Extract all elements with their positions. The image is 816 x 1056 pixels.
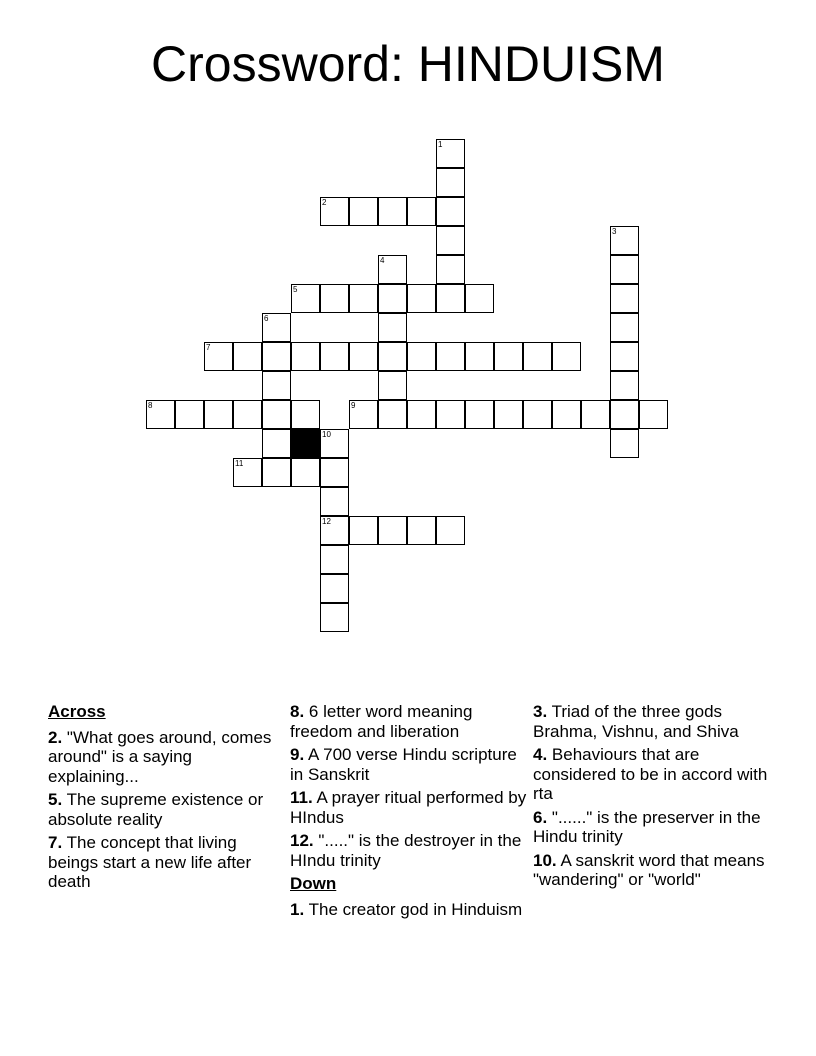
clue-number: 1. xyxy=(290,899,305,919)
crossword-cell[interactable] xyxy=(552,342,581,371)
clue-number-label: 11 xyxy=(235,459,244,468)
down-clue-3 xyxy=(533,702,771,741)
clue-number: 2. xyxy=(48,727,63,747)
crossword-cell[interactable] xyxy=(610,342,639,371)
clue-number-label: 7 xyxy=(206,343,211,352)
crossword-cell[interactable] xyxy=(552,400,581,429)
clue-text: A sanskrit word that means "wandering" or "world" xyxy=(533,850,765,889)
across-clue-5 xyxy=(48,790,286,829)
clue-number: 12. xyxy=(290,831,314,850)
crossword-cell[interactable] xyxy=(349,400,378,429)
crossword-cell[interactable] xyxy=(291,342,320,371)
crossword-cell[interactable] xyxy=(320,545,349,574)
crossword-cell[interactable] xyxy=(378,516,407,545)
crossword-cell[interactable] xyxy=(378,255,407,284)
clues-column-1 xyxy=(48,702,286,896)
clue-text: The creator god in Hinduism xyxy=(308,899,523,919)
crossword-cell[interactable] xyxy=(320,603,349,632)
crossword-cell[interactable] xyxy=(523,400,552,429)
crossword-cell[interactable] xyxy=(494,342,523,371)
crossword-cell[interactable] xyxy=(436,342,465,371)
crossword-cell[interactable] xyxy=(349,516,378,545)
crossword-cell[interactable] xyxy=(436,197,465,226)
crossword-cell[interactable] xyxy=(320,429,349,458)
clues-column-3 xyxy=(533,702,771,894)
clue-number-label: 8 xyxy=(148,401,153,410)
across-clue-9 xyxy=(290,745,528,784)
clue-number: 4. xyxy=(533,745,548,764)
clue-number-label: 5 xyxy=(293,285,298,294)
crossword-cell[interactable] xyxy=(349,342,378,371)
crossword-cell[interactable] xyxy=(436,226,465,255)
crossword-cell[interactable] xyxy=(378,313,407,342)
crossword-cell[interactable] xyxy=(523,342,552,371)
clue-number: 7. xyxy=(48,833,63,852)
clue-number-label: 2 xyxy=(322,198,327,207)
crossword-cell[interactable] xyxy=(378,371,407,400)
crossword-cell[interactable] xyxy=(320,197,349,226)
crossword-cell[interactable] xyxy=(378,400,407,429)
clue-text: A prayer ritual performed by HIndus xyxy=(290,788,527,827)
crossword-cell[interactable] xyxy=(610,371,639,400)
crossword-cell[interactable] xyxy=(407,342,436,371)
crossword-cell[interactable] xyxy=(320,342,349,371)
crossword-cell[interactable] xyxy=(436,168,465,197)
clue-number-label: 1 xyxy=(438,140,443,149)
crossword-cell[interactable] xyxy=(407,516,436,545)
crossword-cell[interactable] xyxy=(262,429,291,458)
down-clue-6 xyxy=(533,808,771,847)
crossword-cell[interactable] xyxy=(610,255,639,284)
crossword-cell[interactable] xyxy=(436,516,465,545)
crossword-cell[interactable] xyxy=(494,400,523,429)
crossword-cell[interactable] xyxy=(610,313,639,342)
crossword-cell[interactable] xyxy=(378,342,407,371)
crossword-cell[interactable] xyxy=(436,255,465,284)
clue-number: 3. xyxy=(533,702,548,721)
crossword-cell[interactable] xyxy=(407,400,436,429)
crossword-cell[interactable] xyxy=(436,400,465,429)
clue-number-label: 6 xyxy=(264,314,269,323)
crossword-cell[interactable] xyxy=(639,400,668,429)
across-clue-2 xyxy=(48,728,286,787)
crossword-cell[interactable] xyxy=(610,429,639,458)
crossword-cell[interactable] xyxy=(610,284,639,313)
crossword-cell[interactable] xyxy=(320,284,349,313)
crossword-cell[interactable] xyxy=(320,574,349,603)
clue-number-label: 4 xyxy=(380,256,385,265)
crossword-cell[interactable] xyxy=(233,342,262,371)
crossword-cell[interactable] xyxy=(407,197,436,226)
crossword-cell[interactable] xyxy=(407,284,436,313)
clue-text: A 700 verse Hindu scripture in Sanskrit xyxy=(290,745,517,784)
crossword-cell[interactable] xyxy=(233,400,262,429)
across-clue-7 xyxy=(48,833,286,892)
crossword-cell[interactable] xyxy=(262,342,291,371)
page-title: Crossword: HINDUISM xyxy=(151,36,665,92)
clue-text: "......" is the preserver in the Hindu trinity xyxy=(533,807,761,846)
crossword-cell[interactable] xyxy=(320,516,349,545)
clue-number: 8. xyxy=(290,702,305,721)
crossword-cell[interactable] xyxy=(262,371,291,400)
crossword-cell[interactable] xyxy=(349,197,378,226)
crossword-cell[interactable] xyxy=(262,400,291,429)
clues-column-2 xyxy=(290,702,528,923)
crossword-cell[interactable] xyxy=(436,284,465,313)
crossword-black-cell xyxy=(291,429,320,458)
clue-text: Triad of the three gods Brahma, Vishnu, and Shiva xyxy=(533,702,739,741)
clue-number-label: 9 xyxy=(351,401,356,410)
clue-text: "What goes around, comes around" is a saying explaining... xyxy=(48,727,272,786)
crossword-cell[interactable] xyxy=(378,284,407,313)
clue-number: 5. xyxy=(48,790,63,809)
clue-text: The concept that living beings start a new life after death xyxy=(48,833,252,891)
across-clue-8 xyxy=(290,702,528,741)
crossword-cell[interactable] xyxy=(291,400,320,429)
crossword-cell[interactable] xyxy=(262,458,291,487)
crossword-cell[interactable] xyxy=(610,226,639,255)
crossword-cell[interactable] xyxy=(378,197,407,226)
down-clue-4 xyxy=(533,745,771,804)
down-heading: Down xyxy=(290,874,337,893)
crossword-cell[interactable] xyxy=(349,284,378,313)
clue-text: "....." is the destroyer in the HIndu trinity xyxy=(290,831,522,870)
across-clue-12 xyxy=(290,831,528,870)
crossword-cell[interactable] xyxy=(465,284,494,313)
clue-number: 6. xyxy=(533,807,548,827)
crossword-cell[interactable] xyxy=(204,400,233,429)
clue-number-label: 12 xyxy=(322,517,331,526)
crossword-cell[interactable] xyxy=(436,139,465,168)
clue-text: The supreme existence or absolute reality xyxy=(48,790,264,829)
clue-number: 11. xyxy=(290,788,313,807)
down-clue-10 xyxy=(533,851,771,890)
crossword-cell[interactable] xyxy=(146,400,175,429)
clue-number: 10. xyxy=(533,850,557,870)
clue-number: 9. xyxy=(290,745,305,764)
across-clue-11 xyxy=(290,788,528,827)
crossword-cell[interactable] xyxy=(291,284,320,313)
crossword-cell[interactable] xyxy=(233,458,262,487)
crossword-cell[interactable] xyxy=(465,342,494,371)
crossword-cell[interactable] xyxy=(320,458,349,487)
across-heading: Across xyxy=(48,702,106,721)
crossword-cell[interactable] xyxy=(175,400,204,429)
crossword-cell[interactable] xyxy=(465,400,494,429)
crossword-cell[interactable] xyxy=(204,342,233,371)
crossword-cell[interactable] xyxy=(291,458,320,487)
clue-number-label: 10 xyxy=(322,430,331,439)
crossword-cell[interactable] xyxy=(262,313,291,342)
crossword-cell[interactable] xyxy=(610,400,639,429)
clue-text: Behaviours that are considered to be in accord with rta xyxy=(533,745,768,803)
down-clue-1 xyxy=(290,900,528,920)
clue-number-label: 3 xyxy=(612,227,617,236)
crossword-cell[interactable] xyxy=(320,487,349,516)
crossword-cell[interactable] xyxy=(581,400,610,429)
clue-text: 6 letter word meaning freedom and liberation xyxy=(290,702,473,741)
